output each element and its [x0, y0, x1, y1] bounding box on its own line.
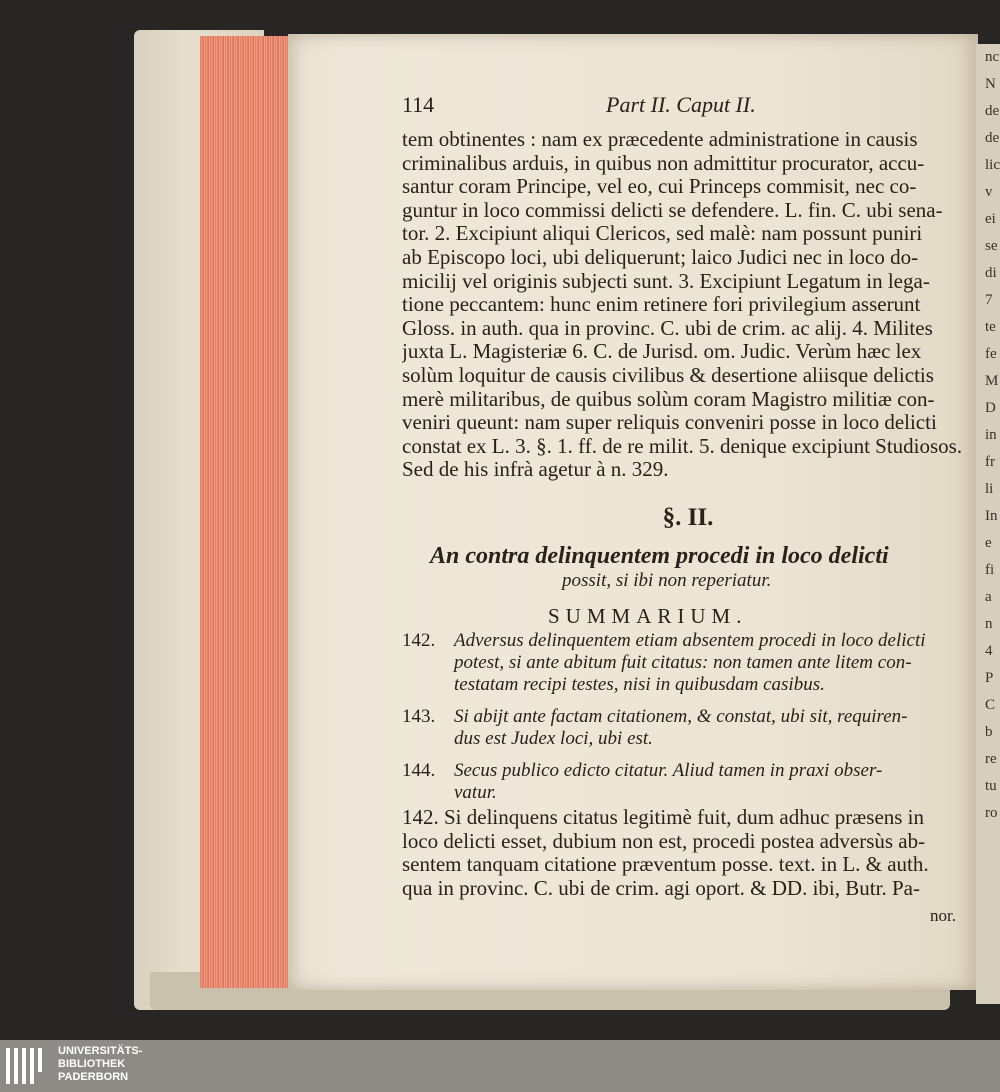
- section-rubric: [402, 542, 974, 592]
- facing-page-fragment: P: [985, 670, 994, 686]
- text-line: loco delicti esset, dubium non est, procedi postea adversùs ab-: [402, 829, 926, 853]
- text-line: constat ex L. 3. §. 1. ff. de re milit. 5. denique excipiunt Studiosos.: [402, 434, 963, 458]
- summary-line: [402, 630, 974, 652]
- text-line: merè militaribus, de quibus solùm coram Magistro militiæ con-: [402, 387, 935, 411]
- summary-text: testatam recipi testes, nisi in quibusdam casibus.: [454, 674, 825, 695]
- text-line: micilij vel originis subjecti sunt. 3. Excipiunt Legatum in lega-: [402, 269, 930, 293]
- facing-page-fragment: fe: [985, 346, 997, 362]
- page-number: 114: [402, 92, 435, 117]
- summary-entry: [402, 760, 974, 804]
- facing-page-fragment: de: [985, 103, 1000, 119]
- facing-page-fragment: M: [985, 373, 999, 389]
- text-line: juxta L. Magisteriæ 6. C. de Jurisd. om. Judic. Verùm hæc lex: [402, 340, 922, 364]
- text-line: criminalibus arduis, in quibus non admittitur procurator, accu-: [402, 151, 925, 175]
- facing-page-fragment: e: [985, 535, 992, 551]
- summary-text: Si abijt ante factam citationem, & constat, ubi sit, requiren-: [454, 706, 908, 727]
- facing-page-fragment: 7: [985, 292, 993, 308]
- library-footer: [0, 1040, 1000, 1092]
- running-head: Part II. Caput II.: [606, 92, 756, 117]
- facing-page-fragment: ei: [985, 211, 996, 227]
- facing-page-edge: [976, 44, 1000, 1004]
- text-line: tor. 2. Excipiunt aliqui Clericos, sed malè: nam possunt puniri: [402, 222, 923, 246]
- summary-entry: [402, 630, 974, 696]
- text-line: qua in provinc. C. ubi de crim. agi oport. & DD. ibi, Butr. Pa-: [402, 876, 920, 900]
- summary-line: [402, 652, 974, 674]
- summary-gap: [402, 696, 974, 706]
- text-line: tem obtinentes : nam ex præcedente administratione in causis: [402, 128, 918, 151]
- facing-page-fragment: lic: [985, 157, 1000, 173]
- facing-page-fragment: 4: [985, 643, 993, 659]
- facing-page-fragment: In: [985, 508, 998, 524]
- rubric-line: possit, si ibi non reperiatur.: [562, 570, 772, 591]
- text-line: 142. Si delinquens citatus legitimè fuit, dum adhuc præsens in: [402, 806, 925, 829]
- facing-page-fragment: li: [985, 481, 994, 497]
- summary-line: [402, 674, 974, 696]
- text-line: tione peccantem: hunc enim retinere fori privilegium asserunt: [402, 293, 921, 317]
- facing-page-fragment: N: [985, 76, 996, 92]
- facing-page-fragment: C: [985, 697, 996, 713]
- facing-page-fragment: re: [985, 751, 997, 767]
- summary-text: potest, si ante abitum fuit citatus: non tamen ante litem con-: [454, 652, 912, 673]
- text-line: veniri queunt: nam super reliquis conveniri posse in loco delicti: [402, 411, 937, 435]
- summary-line: [402, 760, 974, 782]
- text-line: santur coram Principe, vel eo, cui Princeps commisit, nec co-: [402, 175, 917, 199]
- facing-page-fragment: in: [985, 427, 997, 443]
- facing-page-fragment: de: [985, 130, 1000, 146]
- text-line: Gloss. in auth. qua in provinc. C. ubi de crim. ac alij. 4. Milites: [402, 316, 933, 340]
- facing-page-fragment: te: [985, 319, 996, 335]
- library-name-line: BIBLIOTHEK: [58, 1058, 126, 1070]
- facing-page-fragment: nc: [985, 49, 1000, 65]
- summary-line: [402, 782, 974, 804]
- facing-page-fragment: D: [985, 400, 996, 416]
- summary-line: [402, 728, 974, 750]
- library-name-line: UNIVERSITÄTS-: [58, 1045, 143, 1057]
- summary-number: 143.: [402, 706, 436, 727]
- facing-page-fragment: n: [985, 616, 993, 632]
- facing-page-fragment: di: [985, 265, 997, 281]
- summary-text: Adversus delinquentem etiam absentem procedi in loco delicti: [454, 630, 926, 651]
- summary-number: 144.: [402, 760, 436, 781]
- text-line: sentem tanquam citatione præventum posse. text. in L. & auth.: [402, 853, 929, 877]
- section-mark: §. II.: [662, 504, 714, 531]
- page-header: [402, 92, 974, 118]
- facing-page-fragment: fr: [985, 454, 995, 470]
- facing-page-fragment: a: [985, 589, 992, 605]
- facing-page-fragment: fi: [985, 562, 995, 578]
- summarium-title: SUMMARIUM.: [548, 604, 748, 628]
- body-text-lower: [402, 806, 974, 900]
- facing-page-fragment: tu: [985, 778, 997, 794]
- summary-gap: [402, 750, 974, 760]
- summary-text: dus est Judex loci, ubi est.: [454, 728, 653, 749]
- rubric-line: An contra delinquentem procedi in loco delicti: [430, 543, 889, 569]
- facing-page-fragment: ro: [985, 805, 998, 821]
- red-page-edges: [200, 36, 292, 988]
- body-text-upper: [402, 128, 974, 482]
- facing-page-fragment: se: [985, 238, 998, 254]
- summary-line: [402, 706, 974, 728]
- text-line: ab Episcopo loci, ubi deliquerunt; laico Judici nec in loco do-: [402, 245, 919, 269]
- summary-list: [402, 630, 974, 804]
- facing-page-fragment: v: [985, 184, 993, 200]
- facing-page-fragment: b: [985, 724, 993, 740]
- summary-text: Secus publico edicto citatur. Aliud tamen in praxi obser-: [454, 760, 883, 781]
- summary-number: 142.: [402, 630, 436, 651]
- library-name-line: PADERBORN: [58, 1071, 129, 1083]
- catchword: nor.: [930, 906, 956, 925]
- summary-text: vatur.: [454, 782, 497, 803]
- text-line: Sed de his infrà agetur à n. 329.: [402, 458, 669, 482]
- text-line: solùm loquitur de causis civilibus & desertione aliisque delictis: [402, 363, 934, 387]
- summary-entry: [402, 706, 974, 750]
- library-logo-icon: [6, 1048, 50, 1084]
- library-name: [58, 1045, 142, 1084]
- text-line: guntur in loco commissi delicti se defendere. L. fin. C. ubi sena-: [402, 198, 943, 222]
